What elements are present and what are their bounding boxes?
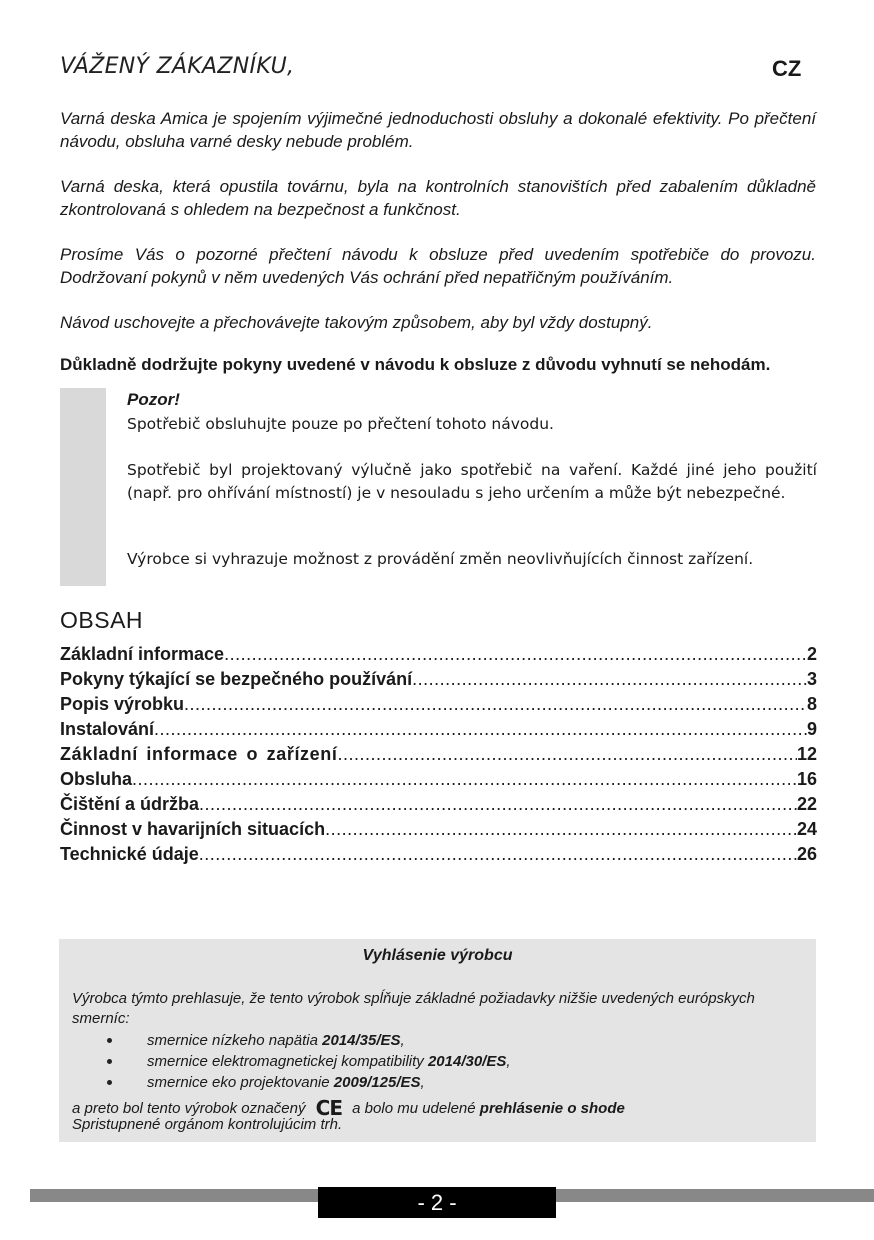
toc-item[interactable] (60, 819, 817, 844)
toc-item[interactable] (60, 744, 817, 769)
toc-leader (199, 794, 797, 815)
toc-leader (184, 694, 807, 715)
toc-item-label: Činnost v havarijních situacích (60, 819, 326, 839)
directive-code: 2009/125/ES (333, 1074, 421, 1091)
toc-leader (154, 719, 807, 740)
toc-item-page: 2 (806, 644, 817, 664)
intro-paragraph-2: Varná deska, která opustila továrnu, byla na kontrolních stanovištích před zabalením důkladně zkontrolovaná s ohledem na bezpečnost a funkčnost. (60, 177, 816, 219)
directive-name: smernice eko projektovanie (147, 1074, 330, 1091)
toc-item-label: Obsluha (60, 769, 133, 789)
declaration-text: Výrobca týmto prehlasuje, že tento výrobok spĺňuje základné požiadavky nižšie uvedených európskych smerníc: (72, 990, 755, 1027)
bullet-icon (107, 1059, 112, 1064)
toc-item-label: Popis výrobku (60, 694, 185, 714)
page-number: - 2 - (318, 1187, 556, 1218)
directive-code: 2014/30/ES (427, 1053, 507, 1070)
language-code: CZ (772, 56, 802, 81)
warning-bar (60, 388, 106, 586)
toc-leader (325, 819, 797, 840)
toc-leader (132, 769, 797, 790)
directive-code: 2014/35/ES (322, 1032, 401, 1049)
toc-item-page: 8 (806, 694, 817, 714)
list-item: smernice elektromagnetickej kompatibility 2014/30/ES , (107, 1051, 511, 1072)
intro-paragraph-3: Prosíme Vás o pozorné přečtení návodu k obsluze před uvedením spotřebiče do provozu. Dodržovaní pokynů v něm uvedených Vás ochrání před nepatřičným používáním. (60, 245, 816, 287)
directive-name: smernice elektromagnetickej kompatibility (147, 1053, 424, 1070)
bullet-icon (107, 1080, 112, 1085)
warning-text-2: Spotřebič byl projektovaný výlučně jako spotřebič na vaření. Každé jiné jeho použití (např. pro ohřívání místností) je v nesouladu s jeho určením a může být nebezpečné. (127, 461, 817, 502)
toc-leader (199, 844, 797, 865)
safety-notice: Důkladně dodržujte pokyny uvedené v návodu k obsluze z důvodu vyhnutí se nehodám. (60, 355, 771, 374)
toc-leader (224, 644, 807, 665)
toc-item-label: Instalování (60, 719, 155, 739)
declaration-final-bold: prehlásenie o shode (479, 1100, 625, 1117)
toc-item-label: Čištění a údržba (60, 794, 200, 814)
declaration-title: Vyhlásenie výrobcu (362, 947, 513, 964)
toc-item-label: Pokyny týkající se bezpečného používání (60, 669, 413, 689)
ce-mark-icon: CE (315, 1096, 342, 1120)
toc-leader (412, 669, 807, 690)
warning-text-1: Spotřebič obsluhujte pouze po přečtení tohoto návodu. (127, 415, 554, 433)
toc-item-label: Základní informace o zařízení (60, 744, 338, 764)
list-item: smernice eko projektovanie 2009/125/ES , (107, 1072, 511, 1093)
toc-item-page: 16 (796, 769, 817, 789)
toc-item[interactable] (60, 844, 817, 869)
directive-list (107, 1030, 511, 1093)
toc-item-page: 22 (796, 794, 817, 814)
intro-paragraph-1: Varná deska Amica je spojením výjimečné jednoduchosti obsluhy a dokonalé efektivity. Po přečtení návodu, obsluha varné desky nebude problém. (60, 109, 816, 151)
toc-item[interactable] (60, 694, 817, 719)
toc-item[interactable] (60, 769, 817, 794)
warning-title: Pozor! (127, 390, 180, 409)
toc-item-page: 3 (806, 669, 817, 689)
list-item: smernice nízkeho napätia 2014/35/ES , (107, 1030, 511, 1051)
toc-item-page: 26 (796, 844, 817, 864)
declaration-final-prefix: a preto bol tento výrobok označený (72, 1100, 306, 1117)
warning-text-3: Výrobce si vyhrazuje možnost z provádění změn neovlivňujících činnost zařízení. (127, 550, 754, 568)
toc-item-page: 9 (806, 719, 817, 739)
declaration-final-line2: Spristupnené orgánom kontrolujúcim trh. (72, 1116, 343, 1133)
table-of-contents (60, 644, 817, 869)
manufacturer-declaration (59, 939, 816, 1142)
toc-item-page: 24 (796, 819, 817, 839)
toc-item[interactable] (60, 794, 817, 819)
toc-item-label: Základní informace (60, 644, 225, 664)
toc-item-page: 12 (796, 744, 817, 764)
intro-paragraph-4: Návod uschovejte a přechovávejte takovým způsobem, aby byl vždy dostupný. (60, 313, 653, 332)
page-title: VÁŽENÝ ZÁKAZNÍKU, (60, 54, 295, 79)
toc-item-label: Technické údaje (60, 844, 199, 864)
declaration-final-middle: a bolo mu udelené (352, 1100, 476, 1117)
bullet-icon (107, 1038, 112, 1043)
toc-item[interactable] (60, 719, 817, 744)
toc-item[interactable] (60, 669, 817, 694)
directive-name: smernice nízkeho napätia (147, 1032, 318, 1049)
toc-leader (337, 744, 797, 765)
toc-item[interactable] (60, 644, 817, 669)
toc-heading: OBSAH (60, 607, 144, 633)
